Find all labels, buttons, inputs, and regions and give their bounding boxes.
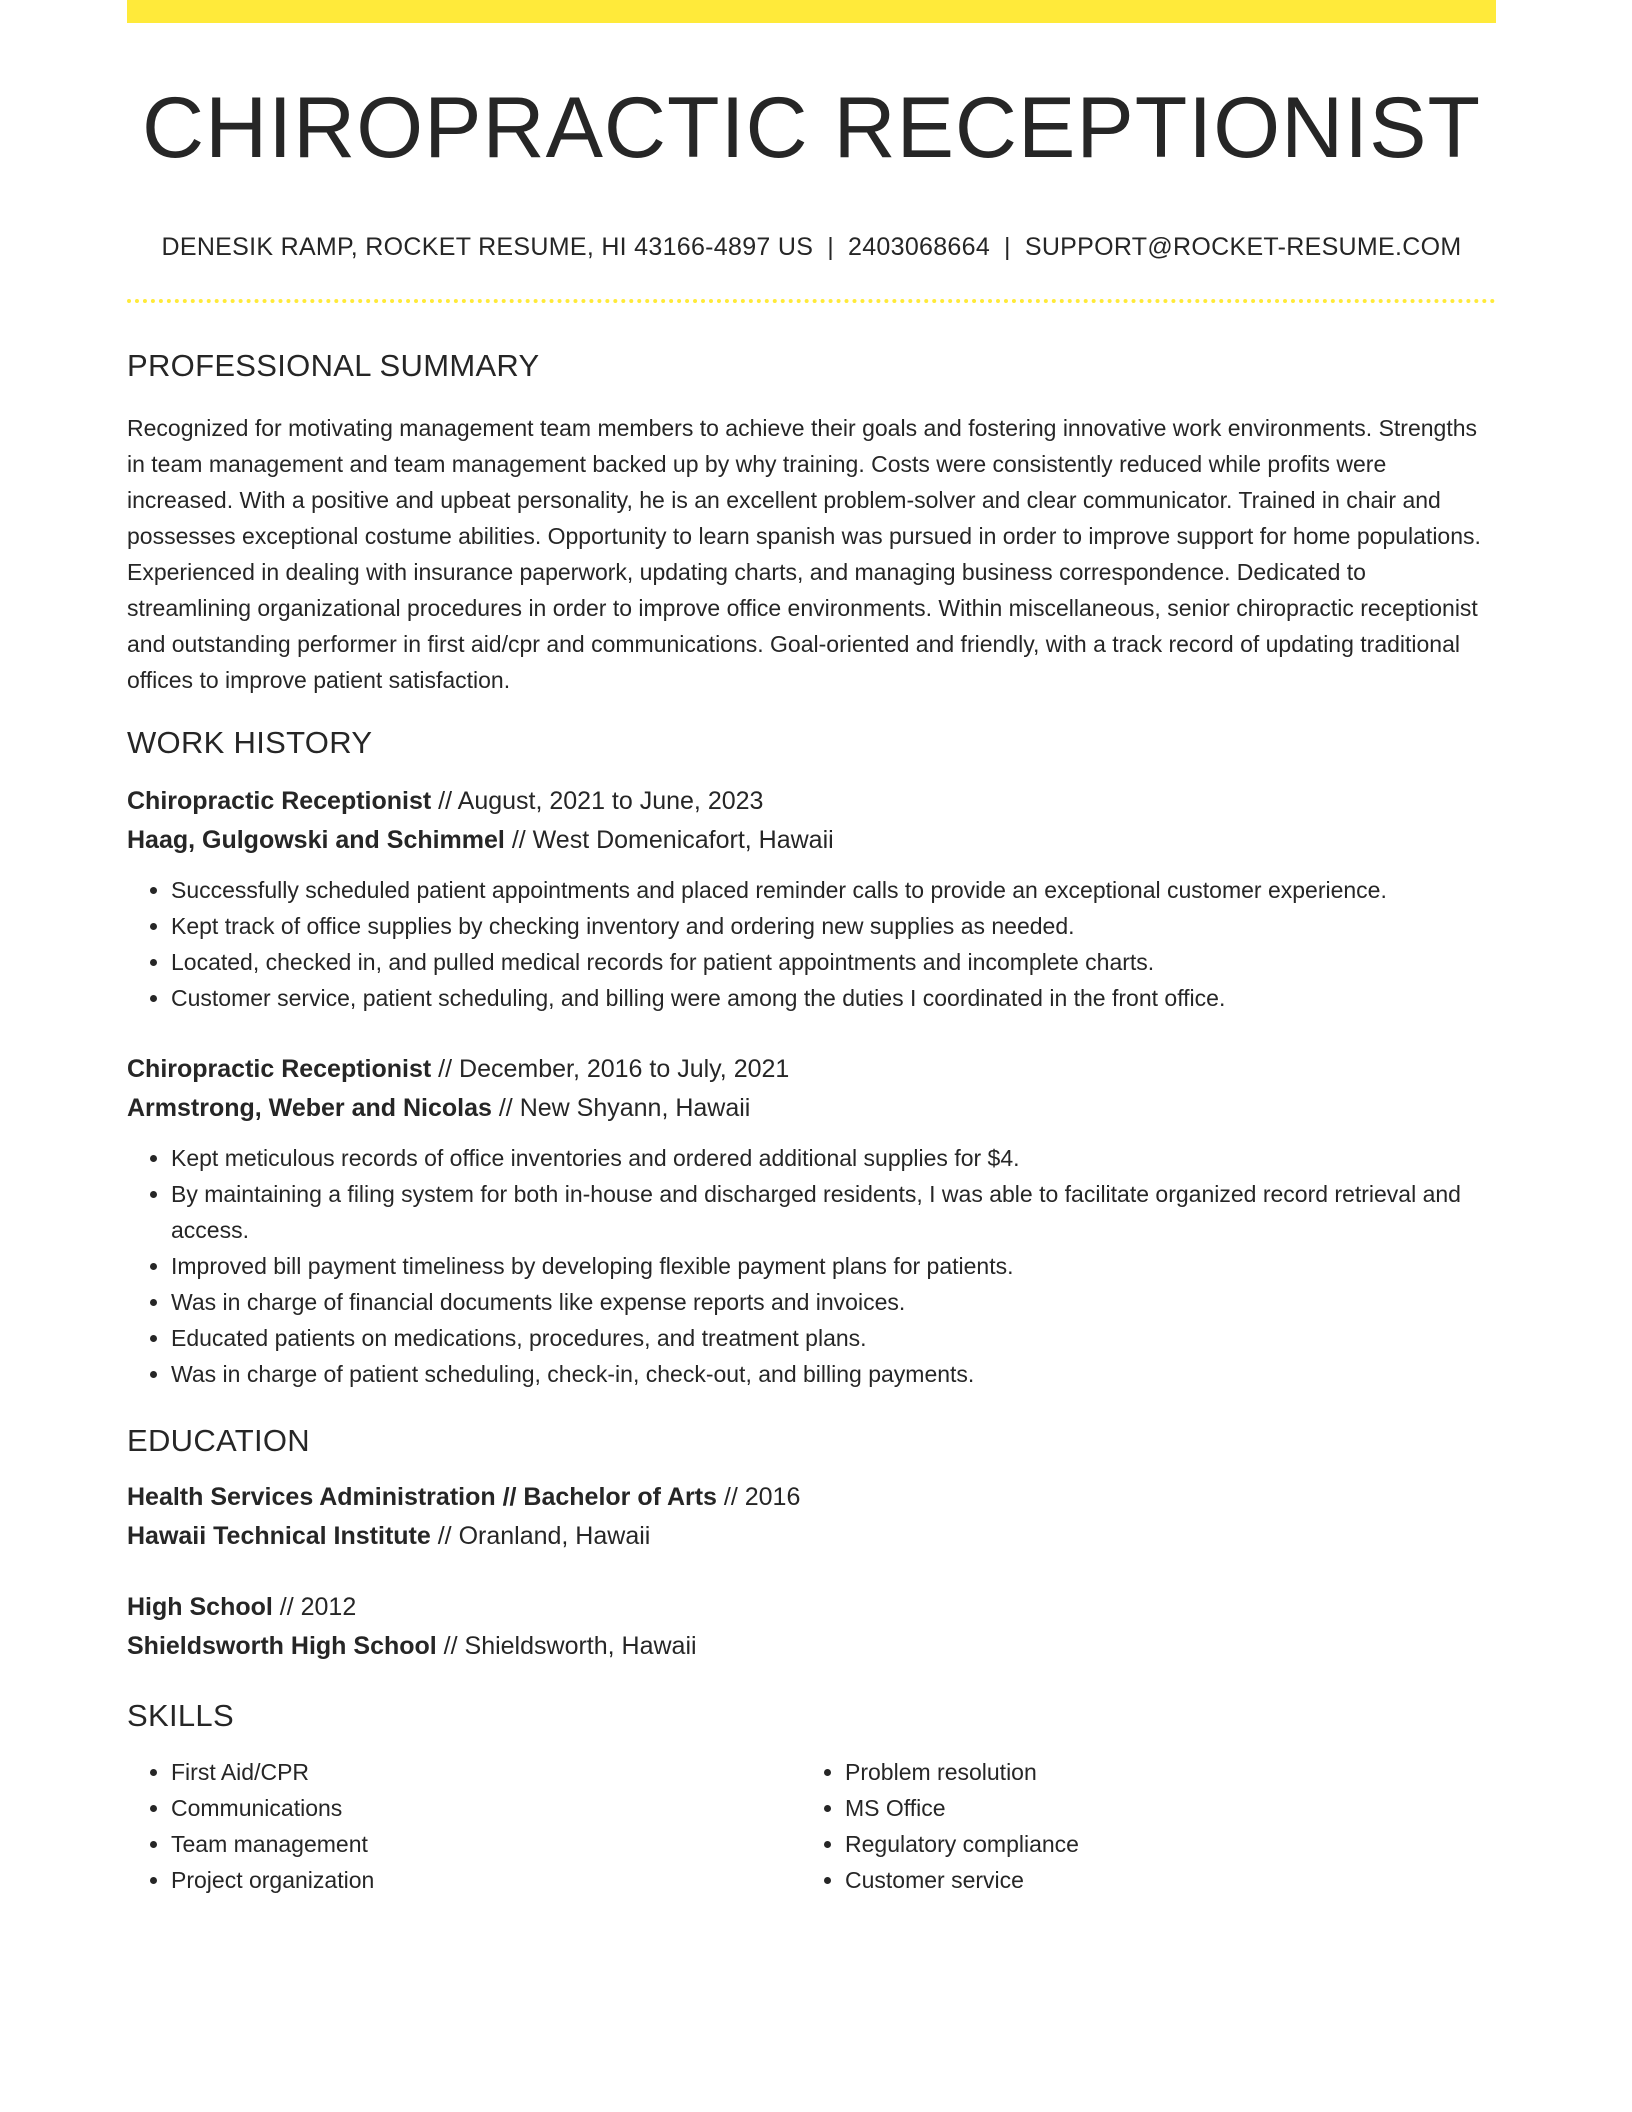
summary-heading: PROFESSIONAL SUMMARY xyxy=(127,348,540,383)
contact-separator: | xyxy=(1004,233,1011,261)
edu-2-degree: High School xyxy=(127,1593,273,1621)
skills-columns xyxy=(127,1754,1496,1898)
edu-1-degree: Health Services Administration // Bachelor of Arts xyxy=(127,1483,717,1511)
skills-left-list xyxy=(127,1754,801,1898)
list-item: • Successfully scheduled patient appointments and placed reminder calls to provide an exceptional customer experience. xyxy=(171,872,1496,908)
job-1-header xyxy=(127,782,1496,860)
job-2-company: Armstrong, Weber and Nicolas xyxy=(127,1094,492,1122)
job-2-dates: // December, 2016 to July, 2021 xyxy=(431,1055,790,1083)
skill-item: • Problem resolution xyxy=(845,1754,1475,1790)
contact-phone: 2403068664 xyxy=(848,233,991,261)
education-heading: EDUCATION xyxy=(127,1423,310,1458)
job-1-dates: // August, 2021 to June, 2023 xyxy=(431,787,764,815)
list-item: • Customer service, patient scheduling, and billing were among the duties I coordinated in the front office. xyxy=(171,980,1496,1016)
list-item: • Improved bill payment timeliness by developing flexible payment plans for patients. xyxy=(171,1248,1496,1284)
summary-text: Recognized for motivating management team members to achieve their goals and fostering innovative work environments. Strengths in team management and team management backed up by why training. Costs were consistently reduced while profits were increased. With a positive and upbeat personality, he is an excellent problem-solver and clear communicator. Trained in chair and possesses exceptional costume abilities. Opportunity to learn spanish was pursued in order to improve support for home populations. Experienced in dealing with insurance paperwork, updating charts, and managing business correspondence. Dedicated to streamlining organizational procedures in order to improve office environments. Within miscellaneous, senior chiropractic receptionist and outstanding performer in first aid/cpr and communications. Goal-oriented and friendly, with a track record of updating traditional offices to improve patient satisfaction. xyxy=(127,415,1481,693)
resume-page xyxy=(127,0,1496,1898)
skill-item: • First Aid/CPR xyxy=(171,1754,801,1790)
edu-2-location: // Shieldsworth, Hawaii xyxy=(436,1632,697,1660)
list-item: • Was in charge of patient scheduling, check-in, check-out, and billing payments. xyxy=(171,1356,1496,1392)
contact-address: DENESIK RAMP, ROCKET RESUME, HI 43166-4897 US xyxy=(161,233,814,261)
edu-2-school: Shieldsworth High School xyxy=(127,1632,437,1660)
skill-item: • Communications xyxy=(171,1790,801,1826)
job-1-role-line xyxy=(127,782,1496,821)
contact-email: SUPPORT@ROCKET-RESUME.COM xyxy=(1024,233,1462,261)
edu-2-year: // 2012 xyxy=(272,1593,357,1621)
contact-line xyxy=(127,235,1496,260)
skill-item: • Customer service xyxy=(845,1862,1475,1898)
skills-right-list xyxy=(801,1754,1475,1898)
job-2-bullets xyxy=(127,1140,1496,1392)
skills-heading: SKILLS xyxy=(127,1698,234,1733)
edu-1-year: // 2016 xyxy=(716,1483,801,1511)
edu-1-school-line xyxy=(127,1517,1496,1556)
job-2-location: // New Shyann, Hawaii xyxy=(491,1094,751,1122)
edu-2-degree-line xyxy=(127,1588,1496,1627)
list-item: • Located, checked in, and pulled medical records for patient appointments and incomplete charts. xyxy=(171,944,1496,980)
education-entry-2 xyxy=(127,1588,1496,1666)
job-1-location: // West Domenicafort, Hawaii xyxy=(504,826,834,854)
list-item: • By maintaining a filing system for both in-house and discharged residents, I was able to facilitate organized record retrieval and access. xyxy=(171,1176,1496,1248)
education-entry-1 xyxy=(127,1478,1496,1556)
job-1-company-line xyxy=(127,821,1496,860)
list-item: • Kept meticulous records of office inventories and ordered additional supplies for $4. xyxy=(171,1140,1496,1176)
list-item: • Was in charge of financial documents like expense reports and invoices. xyxy=(171,1284,1496,1320)
skill-item: • Project organization xyxy=(171,1862,801,1898)
edu-1-location: // Oranland, Hawaii xyxy=(430,1522,651,1550)
accent-top-bar xyxy=(127,0,1496,23)
job-2-role-line xyxy=(127,1050,1496,1089)
skill-item: • Team management xyxy=(171,1826,801,1862)
job-2-role: Chiropractic Receptionist xyxy=(127,1055,432,1083)
job-2-company-line xyxy=(127,1089,1496,1128)
skill-item: • MS Office xyxy=(845,1790,1475,1826)
dotted-divider xyxy=(127,299,1496,303)
work-history-heading: WORK HISTORY xyxy=(127,725,373,760)
edu-1-degree-line xyxy=(127,1478,1496,1517)
job-1-bullets xyxy=(127,872,1496,1016)
job-1-company: Haag, Gulgowski and Schimmel xyxy=(127,826,505,854)
edu-1-school: Hawaii Technical Institute xyxy=(127,1522,431,1550)
list-item: • Kept track of office supplies by checking inventory and ordering new supplies as needed. xyxy=(171,908,1496,944)
edu-2-school-line xyxy=(127,1627,1496,1666)
resume-name-title: CHIROPRACTIC RECEPTIONIST xyxy=(142,80,1481,176)
contact-separator: | xyxy=(827,233,834,261)
job-2-header xyxy=(127,1050,1496,1128)
job-1-role: Chiropractic Receptionist xyxy=(127,787,432,815)
skill-item: • Regulatory compliance xyxy=(845,1826,1475,1862)
list-item: • Educated patients on medications, procedures, and treatment plans. xyxy=(171,1320,1496,1356)
